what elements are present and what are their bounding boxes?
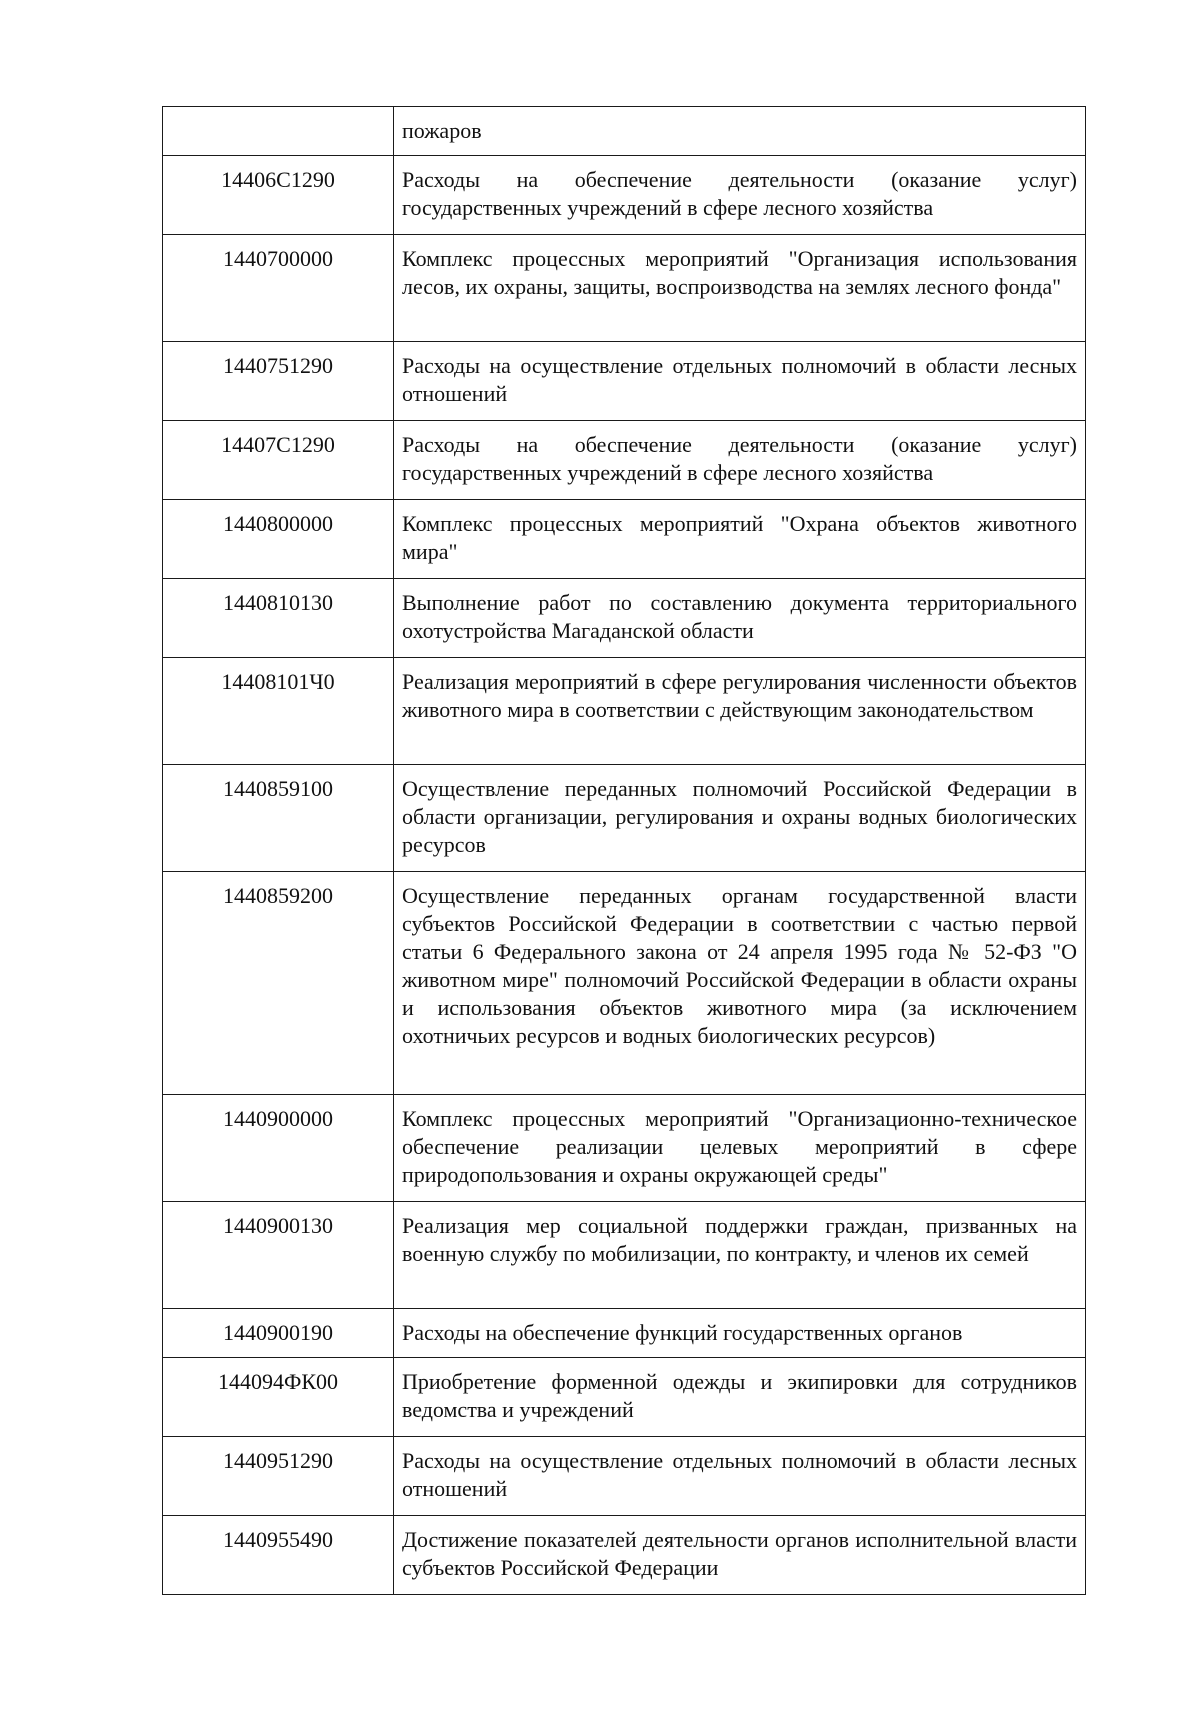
row-description: Комплекс процессных мероприятий "Организационно-техническое обеспечение реализации целевых мероприятий в сфере природопользования и охраны окружающей среды" xyxy=(394,1095,1086,1202)
row-description: Расходы на обеспечение функций государственных органов xyxy=(394,1309,1086,1358)
row-code: 1440900000 xyxy=(163,1095,394,1202)
row-code: 1440859100 xyxy=(163,765,394,872)
row-code: 144094ФК00 xyxy=(163,1358,394,1437)
row-code: 14408101Ч0 xyxy=(163,658,394,765)
table-row xyxy=(163,1516,1086,1595)
row-code: 1440810130 xyxy=(163,579,394,658)
table-row xyxy=(163,1095,1086,1202)
table-row xyxy=(163,658,1086,765)
row-code: 1440700000 xyxy=(163,235,394,342)
table-row xyxy=(163,342,1086,421)
table-row xyxy=(163,156,1086,235)
row-code: 14406С1290 xyxy=(163,156,394,235)
table-row xyxy=(163,1358,1086,1437)
table-row xyxy=(163,1309,1086,1358)
table-row xyxy=(163,765,1086,872)
row-description: Реализация мер социальной поддержки граждан, призванных на военную службу по мобилизации, по контракту, и членов их семей xyxy=(394,1202,1086,1309)
table-row xyxy=(163,421,1086,500)
table-row xyxy=(163,1202,1086,1309)
table-row xyxy=(163,107,1086,156)
row-code: 1440900130 xyxy=(163,1202,394,1309)
row-code: 14407С1290 xyxy=(163,421,394,500)
row-description: Комплекс процессных мероприятий "Организация использования лесов, их охраны, защиты, воспроизводства на землях лесного фонда" xyxy=(394,235,1086,342)
row-code: 1440800000 xyxy=(163,500,394,579)
row-code: 1440955490 xyxy=(163,1516,394,1595)
table-row xyxy=(163,579,1086,658)
row-description: Достижение показателей деятельности органов исполнительной власти субъектов Российской Федерации xyxy=(394,1516,1086,1595)
table-row xyxy=(163,500,1086,579)
row-description: Реализация мероприятий в сфере регулирования численности объектов животного мира в соответствии с действующим законодательством xyxy=(394,658,1086,765)
row-code: 1440751290 xyxy=(163,342,394,421)
row-description: Расходы на осуществление отдельных полномочий в области лесных отношений xyxy=(394,342,1086,421)
row-code xyxy=(163,107,394,156)
row-code: 1440859200 xyxy=(163,872,394,1095)
budget-classification-table xyxy=(162,106,1086,1595)
row-code: 1440951290 xyxy=(163,1437,394,1516)
row-description: Расходы на обеспечение деятельности (оказание услуг) государственных учреждений в сфере лесного хозяйства xyxy=(394,156,1086,235)
row-description: Выполнение работ по составлению документа территориального охотустройства Магаданской области xyxy=(394,579,1086,658)
row-description: Расходы на осуществление отдельных полномочий в области лесных отношений xyxy=(394,1437,1086,1516)
row-description: Приобретение форменной одежды и экипировки для сотрудников ведомства и учреждений xyxy=(394,1358,1086,1437)
row-description: пожаров xyxy=(394,107,1086,156)
row-description: Комплекс процессных мероприятий "Охрана объектов животного мира" xyxy=(394,500,1086,579)
table-row xyxy=(163,235,1086,342)
table-row xyxy=(163,1437,1086,1516)
row-description: Осуществление переданных полномочий Российской Федерации в области организации, регулирования и охраны водных биологических ресурсов xyxy=(394,765,1086,872)
row-code: 1440900190 xyxy=(163,1309,394,1358)
table-row xyxy=(163,872,1086,1095)
row-description: Осуществление переданных органам государственной власти субъектов Российской Федерации в соответствии с частью первой статьи 6 Федерального закона от 24 апреля 1995 года № 52-ФЗ "О животном мире" полномочий Российской Федерации в области охраны и использования объектов животного мира (за исключением охотничьих ресурсов и водных биологических ресурсов) xyxy=(394,872,1086,1095)
row-description: Расходы на обеспечение деятельности (оказание услуг) государственных учреждений в сфере лесного хозяйства xyxy=(394,421,1086,500)
